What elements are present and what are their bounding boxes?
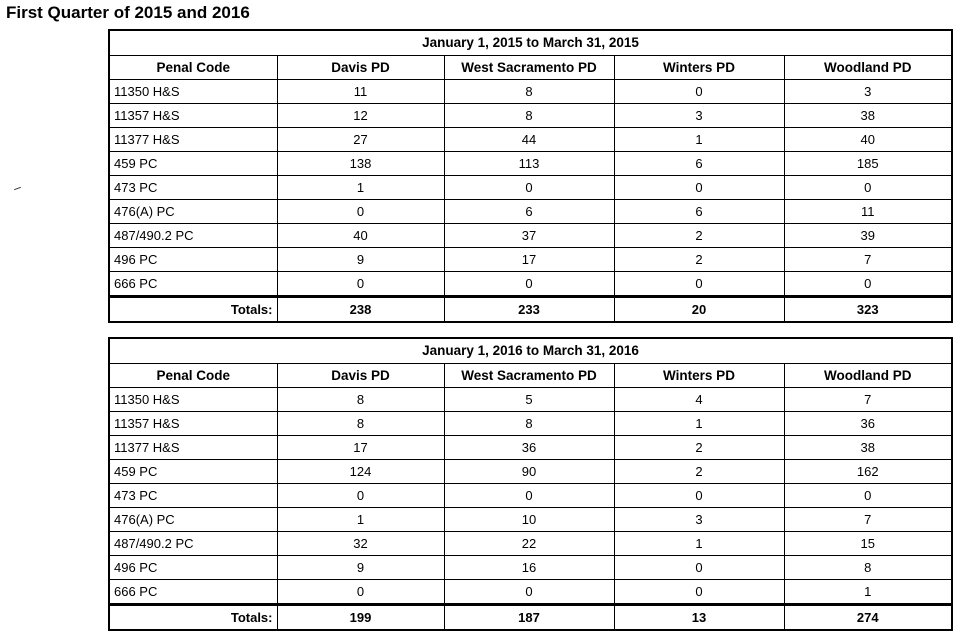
count-cell: 0 — [614, 484, 784, 508]
table-row — [109, 508, 952, 532]
count-cell: 12 — [277, 104, 444, 128]
count-cell: 38 — [784, 104, 952, 128]
count-cell: 8 — [277, 412, 444, 436]
penal-code-cell: 473 PC — [109, 176, 277, 200]
table-row — [109, 248, 952, 272]
count-cell: 37 — [444, 224, 614, 248]
total-cell: 199 — [277, 605, 444, 631]
count-cell: 0 — [614, 80, 784, 104]
count-cell: 0 — [444, 176, 614, 200]
crime-table-2 — [108, 337, 953, 631]
column-header: West Sacramento PD — [444, 56, 614, 80]
table-row — [109, 580, 952, 605]
count-cell: 0 — [784, 176, 952, 200]
totals-label: Totals: — [109, 605, 277, 631]
count-cell: 185 — [784, 152, 952, 176]
count-cell: 1 — [614, 128, 784, 152]
table-row — [109, 460, 952, 484]
column-header: Winters PD — [614, 56, 784, 80]
column-header-row — [109, 56, 952, 80]
count-cell: 40 — [784, 128, 952, 152]
period-header: January 1, 2016 to March 31, 2016 — [109, 338, 952, 364]
count-cell: 7 — [784, 508, 952, 532]
column-header: West Sacramento PD — [444, 364, 614, 388]
count-cell: 11 — [277, 80, 444, 104]
count-cell: 17 — [444, 248, 614, 272]
period-row — [109, 338, 952, 364]
column-header: Woodland PD — [784, 56, 952, 80]
count-cell: 22 — [444, 532, 614, 556]
totals-label: Totals: — [109, 297, 277, 323]
count-cell: 3 — [614, 104, 784, 128]
count-cell: 1 — [614, 532, 784, 556]
table-row — [109, 436, 952, 460]
count-cell: 40 — [277, 224, 444, 248]
count-cell: 2 — [614, 436, 784, 460]
count-cell: 6 — [444, 200, 614, 224]
count-cell: 10 — [444, 508, 614, 532]
count-cell: 0 — [614, 556, 784, 580]
count-cell: 4 — [614, 388, 784, 412]
period-header: January 1, 2015 to March 31, 2015 — [109, 30, 952, 56]
count-cell: 3 — [784, 80, 952, 104]
count-cell: 17 — [277, 436, 444, 460]
table-row — [109, 412, 952, 436]
table-row — [109, 556, 952, 580]
column-header: Penal Code — [109, 364, 277, 388]
count-cell: 1 — [614, 412, 784, 436]
count-cell: 27 — [277, 128, 444, 152]
count-cell: 0 — [784, 272, 952, 297]
count-cell: 0 — [444, 484, 614, 508]
count-cell: 9 — [277, 556, 444, 580]
count-cell: 44 — [444, 128, 614, 152]
penal-code-cell: 487/490.2 PC — [109, 224, 277, 248]
penal-code-cell: 11350 H&S — [109, 80, 277, 104]
penal-code-cell: 496 PC — [109, 248, 277, 272]
count-cell: 5 — [444, 388, 614, 412]
column-header: Winters PD — [614, 364, 784, 388]
count-cell: 8 — [784, 556, 952, 580]
table-row — [109, 388, 952, 412]
count-cell: 8 — [444, 412, 614, 436]
count-cell: 138 — [277, 152, 444, 176]
count-cell: 3 — [614, 508, 784, 532]
count-cell: 1 — [277, 176, 444, 200]
count-cell: 162 — [784, 460, 952, 484]
penal-code-cell: 11377 H&S — [109, 128, 277, 152]
count-cell: 15 — [784, 532, 952, 556]
total-cell: 20 — [614, 297, 784, 323]
count-cell: 9 — [277, 248, 444, 272]
table-row — [109, 224, 952, 248]
penal-code-cell: 496 PC — [109, 556, 277, 580]
table-row — [109, 176, 952, 200]
penal-code-cell: 459 PC — [109, 152, 277, 176]
count-cell: 6 — [614, 152, 784, 176]
total-cell: 238 — [277, 297, 444, 323]
count-cell: 90 — [444, 460, 614, 484]
count-cell: 2 — [614, 460, 784, 484]
penal-code-cell: 476(A) PC — [109, 508, 277, 532]
table-row — [109, 272, 952, 297]
table-row — [109, 80, 952, 104]
total-cell: 233 — [444, 297, 614, 323]
total-cell: 187 — [444, 605, 614, 631]
penal-code-cell: 11357 H&S — [109, 412, 277, 436]
count-cell: 1 — [277, 508, 444, 532]
penal-code-cell: 487/490.2 PC — [109, 532, 277, 556]
table-row — [109, 104, 952, 128]
penal-code-cell: 11377 H&S — [109, 436, 277, 460]
table-row — [109, 152, 952, 176]
page-title: First Quarter of 2015 and 2016 — [6, 3, 250, 22]
count-cell: 0 — [277, 484, 444, 508]
scan-mark — [14, 187, 21, 190]
count-cell: 36 — [444, 436, 614, 460]
penal-code-cell: 11357 H&S — [109, 104, 277, 128]
total-cell: 13 — [614, 605, 784, 631]
count-cell: 1 — [784, 580, 952, 605]
totals-row — [109, 297, 952, 323]
penal-code-cell: 11350 H&S — [109, 388, 277, 412]
column-header: Davis PD — [277, 364, 444, 388]
count-cell: 0 — [444, 580, 614, 605]
count-cell: 0 — [277, 580, 444, 605]
count-cell: 36 — [784, 412, 952, 436]
count-cell: 6 — [614, 200, 784, 224]
table-row — [109, 200, 952, 224]
penal-code-cell: 476(A) PC — [109, 200, 277, 224]
count-cell: 7 — [784, 388, 952, 412]
count-cell: 113 — [444, 152, 614, 176]
count-cell: 7 — [784, 248, 952, 272]
column-header: Davis PD — [277, 56, 444, 80]
penal-code-cell: 473 PC — [109, 484, 277, 508]
count-cell: 8 — [444, 104, 614, 128]
count-cell: 0 — [614, 272, 784, 297]
count-cell: 11 — [784, 200, 952, 224]
count-cell: 0 — [614, 176, 784, 200]
count-cell: 8 — [277, 388, 444, 412]
totals-row — [109, 605, 952, 631]
count-cell: 38 — [784, 436, 952, 460]
count-cell: 0 — [277, 200, 444, 224]
penal-code-cell: 666 PC — [109, 580, 277, 605]
count-cell: 8 — [444, 80, 614, 104]
column-header: Penal Code — [109, 56, 277, 80]
penal-code-cell: 666 PC — [109, 272, 277, 297]
total-cell: 274 — [784, 605, 952, 631]
count-cell: 124 — [277, 460, 444, 484]
table-row — [109, 532, 952, 556]
column-header-row — [109, 364, 952, 388]
count-cell: 0 — [277, 272, 444, 297]
column-header: Woodland PD — [784, 364, 952, 388]
crime-table-1 — [108, 29, 953, 323]
total-cell: 323 — [784, 297, 952, 323]
table-row — [109, 484, 952, 508]
count-cell: 39 — [784, 224, 952, 248]
count-cell: 0 — [444, 272, 614, 297]
count-cell: 16 — [444, 556, 614, 580]
penal-code-cell: 459 PC — [109, 460, 277, 484]
count-cell: 0 — [784, 484, 952, 508]
count-cell: 2 — [614, 224, 784, 248]
count-cell: 32 — [277, 532, 444, 556]
table-row — [109, 128, 952, 152]
period-row — [109, 30, 952, 56]
count-cell: 0 — [614, 580, 784, 605]
count-cell: 2 — [614, 248, 784, 272]
